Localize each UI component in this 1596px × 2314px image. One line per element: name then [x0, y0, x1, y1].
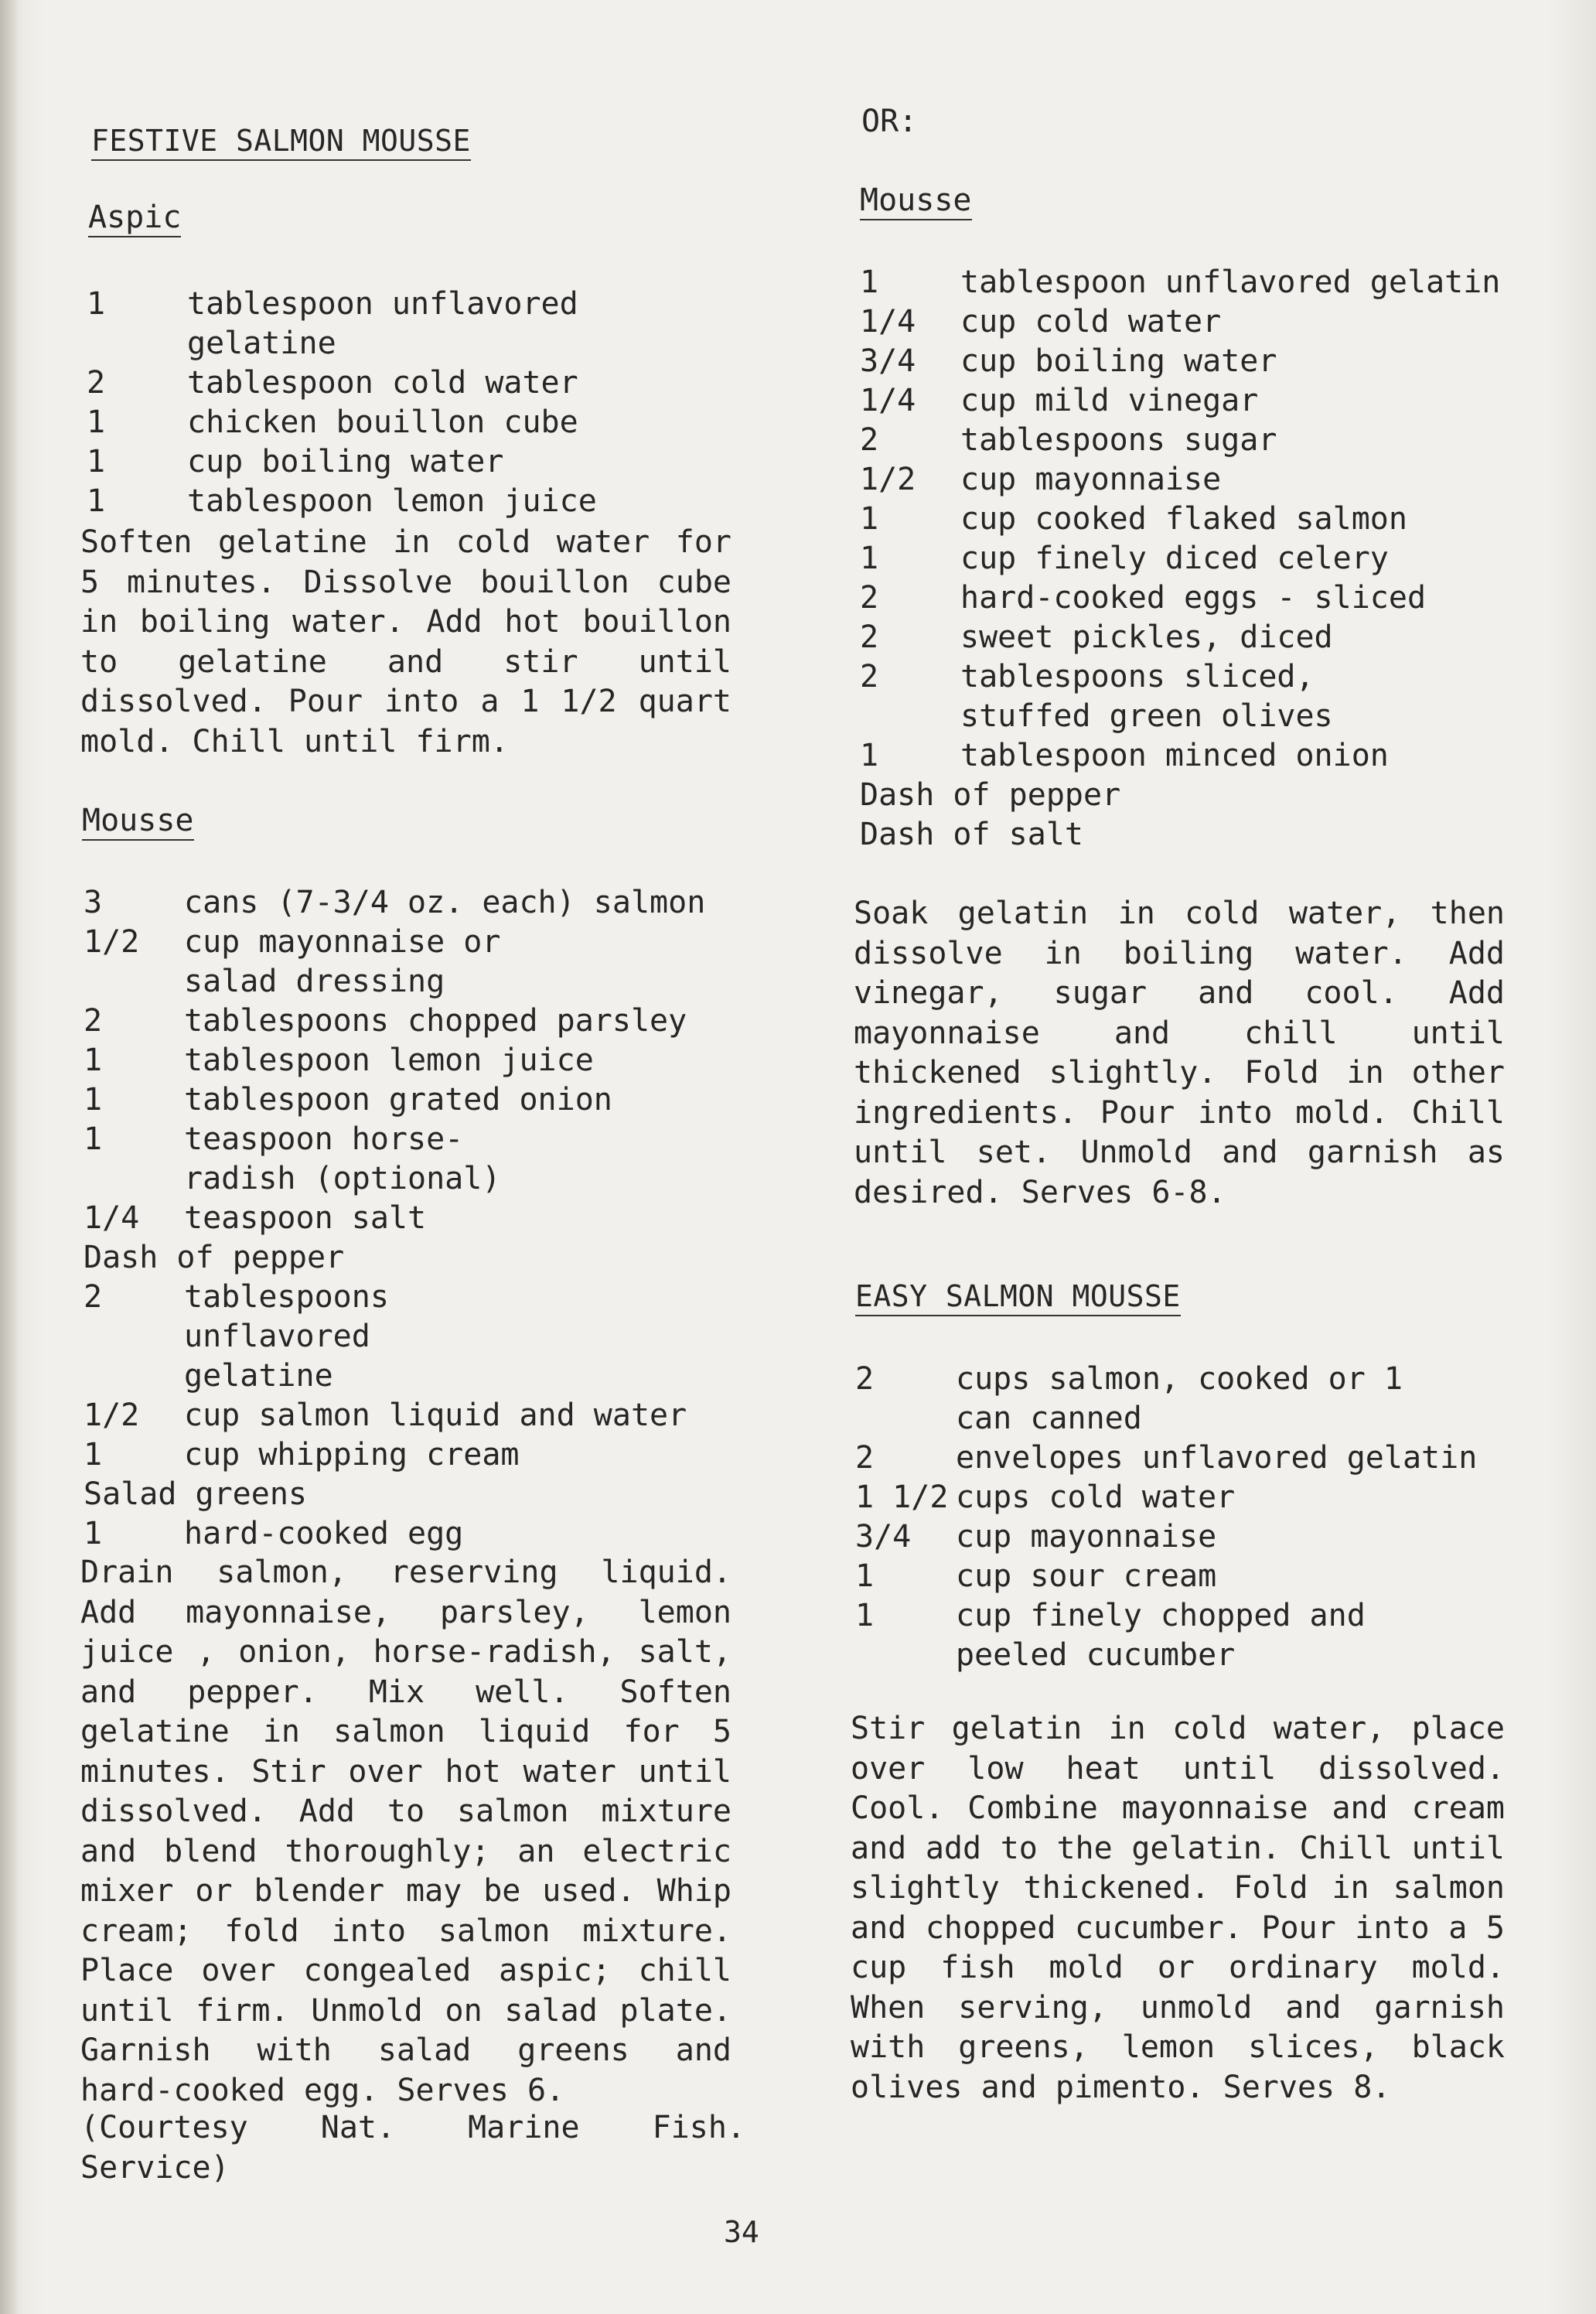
ingredient-row: 1 cup sour cream [855, 1558, 1217, 1594]
ingredient-row: 2 envelopes unflavored gelatin [855, 1440, 1478, 1476]
ingredient-row: 3 cans (7-3/4 oz. each) salmon [84, 885, 706, 920]
ingredient-row: 2 cups salmon, cooked or 1 can canned [855, 1361, 1403, 1436]
aspic-directions: Soften gelatine in cold water for 5 minutes. Dissolve bouillon cube in boiling water. Add hot bouillon to gelatine and stir until dissolved. Pour into a 1 1/2 quart mold. Chill until firm. [80, 524, 732, 759]
ingredient-row: Salad greens [84, 1476, 307, 1512]
ingredient-row: 1 tablespoon lemon juice [87, 483, 597, 519]
ingredient-row: 1/2 cup mayonnaise [860, 462, 1222, 497]
ingredient-row: 2 tablespoons sugar [860, 422, 1277, 458]
ingredient-row: 2 tablespoons sliced, stuffed green olives [860, 659, 1333, 734]
ingredient-row: 1 tablespoon lemon juice [84, 1043, 594, 1078]
ingredient-row: 1 tablespoon grated onion [84, 1082, 612, 1118]
ingredient-row: 2 hard-cooked eggs - sliced [860, 580, 1427, 616]
binding-fold [0, 0, 17, 2314]
ingredient-row: 2 tablespoon cold water [87, 365, 578, 401]
ingredient-row: 2 sweet pickles, diced [860, 619, 1333, 655]
ingredient-row: 1 tablespoon minced onion [860, 738, 1389, 773]
mousse-ingredient-list-right [860, 263, 1511, 855]
ingredient-row: 1 cup boiling water [87, 444, 504, 480]
easy-directions: Stir gelatin in cold water, place over low heat until dissolved. Cool. Combine mayonnaise and cream and add to the gelatin. Chill until slightly thickened. Fold in salmon and chopped cucumber. Pour into a 5 cup fish mold or ordinary mold. When serving, unmold and garnish with greens, lemon slices, black olives and pimento. Serves 8. [851, 1711, 1505, 2105]
page-number: 34 [724, 2215, 759, 2249]
ingredient-row: 3/4 cup boiling water [860, 343, 1277, 379]
ingredient-row: 1 teaspoon horse-radish (optional) [84, 1121, 501, 1196]
mousse-directions-left: Drain salmon, reserving liquid. Add mayonnaise, parsley, lemon juice , onion, horse-radish, salt, and pepper. Mix well. Soften gelatine in salmon liquid for 5 minutes. Stir over hot water until dissolved. Add to salmon mixture and blend thoroughly; an electric mixer or blender may be used. Whip cream; fold into salmon mixture. Place over congealed aspic; chill until firm. Unmold on salad plate. Garnish with salad greens and hard-cooked egg. Serves 6. [80, 1555, 732, 2108]
ingredient-row: 1 tablespoon unflavored gelatin [860, 265, 1501, 300]
mousse-heading-left: Mousse [82, 803, 194, 841]
ingredient-row: 1 hard-cooked egg [84, 1516, 464, 1551]
ingredient-row: 1 chicken bouillon cube [87, 404, 578, 440]
ingredient-row: 1 tablespoon unflavored gelatine [87, 286, 578, 361]
ingredient-row: 1 cup cooked flaked salmon [860, 501, 1407, 537]
mousse-heading-right: Mousse [860, 183, 972, 220]
ingredient-row: Dash of salt [860, 817, 1083, 852]
mousse-ingredient-list [84, 883, 733, 1554]
ingredient-row: 1/4 teaspoon salt [84, 1200, 427, 1236]
aspic-ingredient-list [87, 285, 736, 521]
easy-ingredient-list [855, 1360, 1506, 1675]
ingredient-row: 1/2 cup mayonnaise or salad dressing [84, 924, 501, 999]
ingredient-row: 3/4 cup mayonnaise [855, 1519, 1217, 1555]
courtesy-note: (Courtesy Nat. Marine Fish. Service) [80, 2110, 745, 2186]
ingredient-row: 1/2 cup salmon liquid and water [84, 1398, 687, 1433]
ingredient-row: 1 cup finely chopped and peeled cucumber [855, 1598, 1366, 1673]
ingredient-row: 1/4 cup cold water [860, 304, 1222, 340]
recipe-title-easy: EASY SALMON MOUSSE [855, 1279, 1181, 1316]
aspic-heading: Aspic [88, 200, 181, 237]
recipe-title-festive: FESTIVE SALMON MOUSSE [91, 124, 471, 161]
ingredient-row: 1/4 cup mild vinegar [860, 383, 1259, 418]
or-label: OR: [861, 104, 918, 139]
ingredient-row: 2 tablespoons unflavored gelatine [84, 1279, 389, 1394]
mousse-directions-right: Soak gelatin in cold water, then dissolve in boiling water. Add vinegar, sugar and cool. Add mayonnaise and chill until thickened slightly. Fold in other ingredients. Pour into mold. Chill until set. Unmold and garnish as desired. Serves 6-8. [854, 896, 1505, 1210]
ingredient-row: 1 cup whipping cream [84, 1437, 520, 1473]
ingredient-row: 1 cup finely diced celery [860, 541, 1389, 576]
ingredient-row: 2 tablespoons chopped parsley [84, 1003, 687, 1039]
ingredient-row: 1 1/2 cups cold water [855, 1480, 1236, 1515]
ingredient-row: Dash of pepper [84, 1240, 345, 1275]
ingredient-row: Dash of pepper [860, 777, 1121, 813]
